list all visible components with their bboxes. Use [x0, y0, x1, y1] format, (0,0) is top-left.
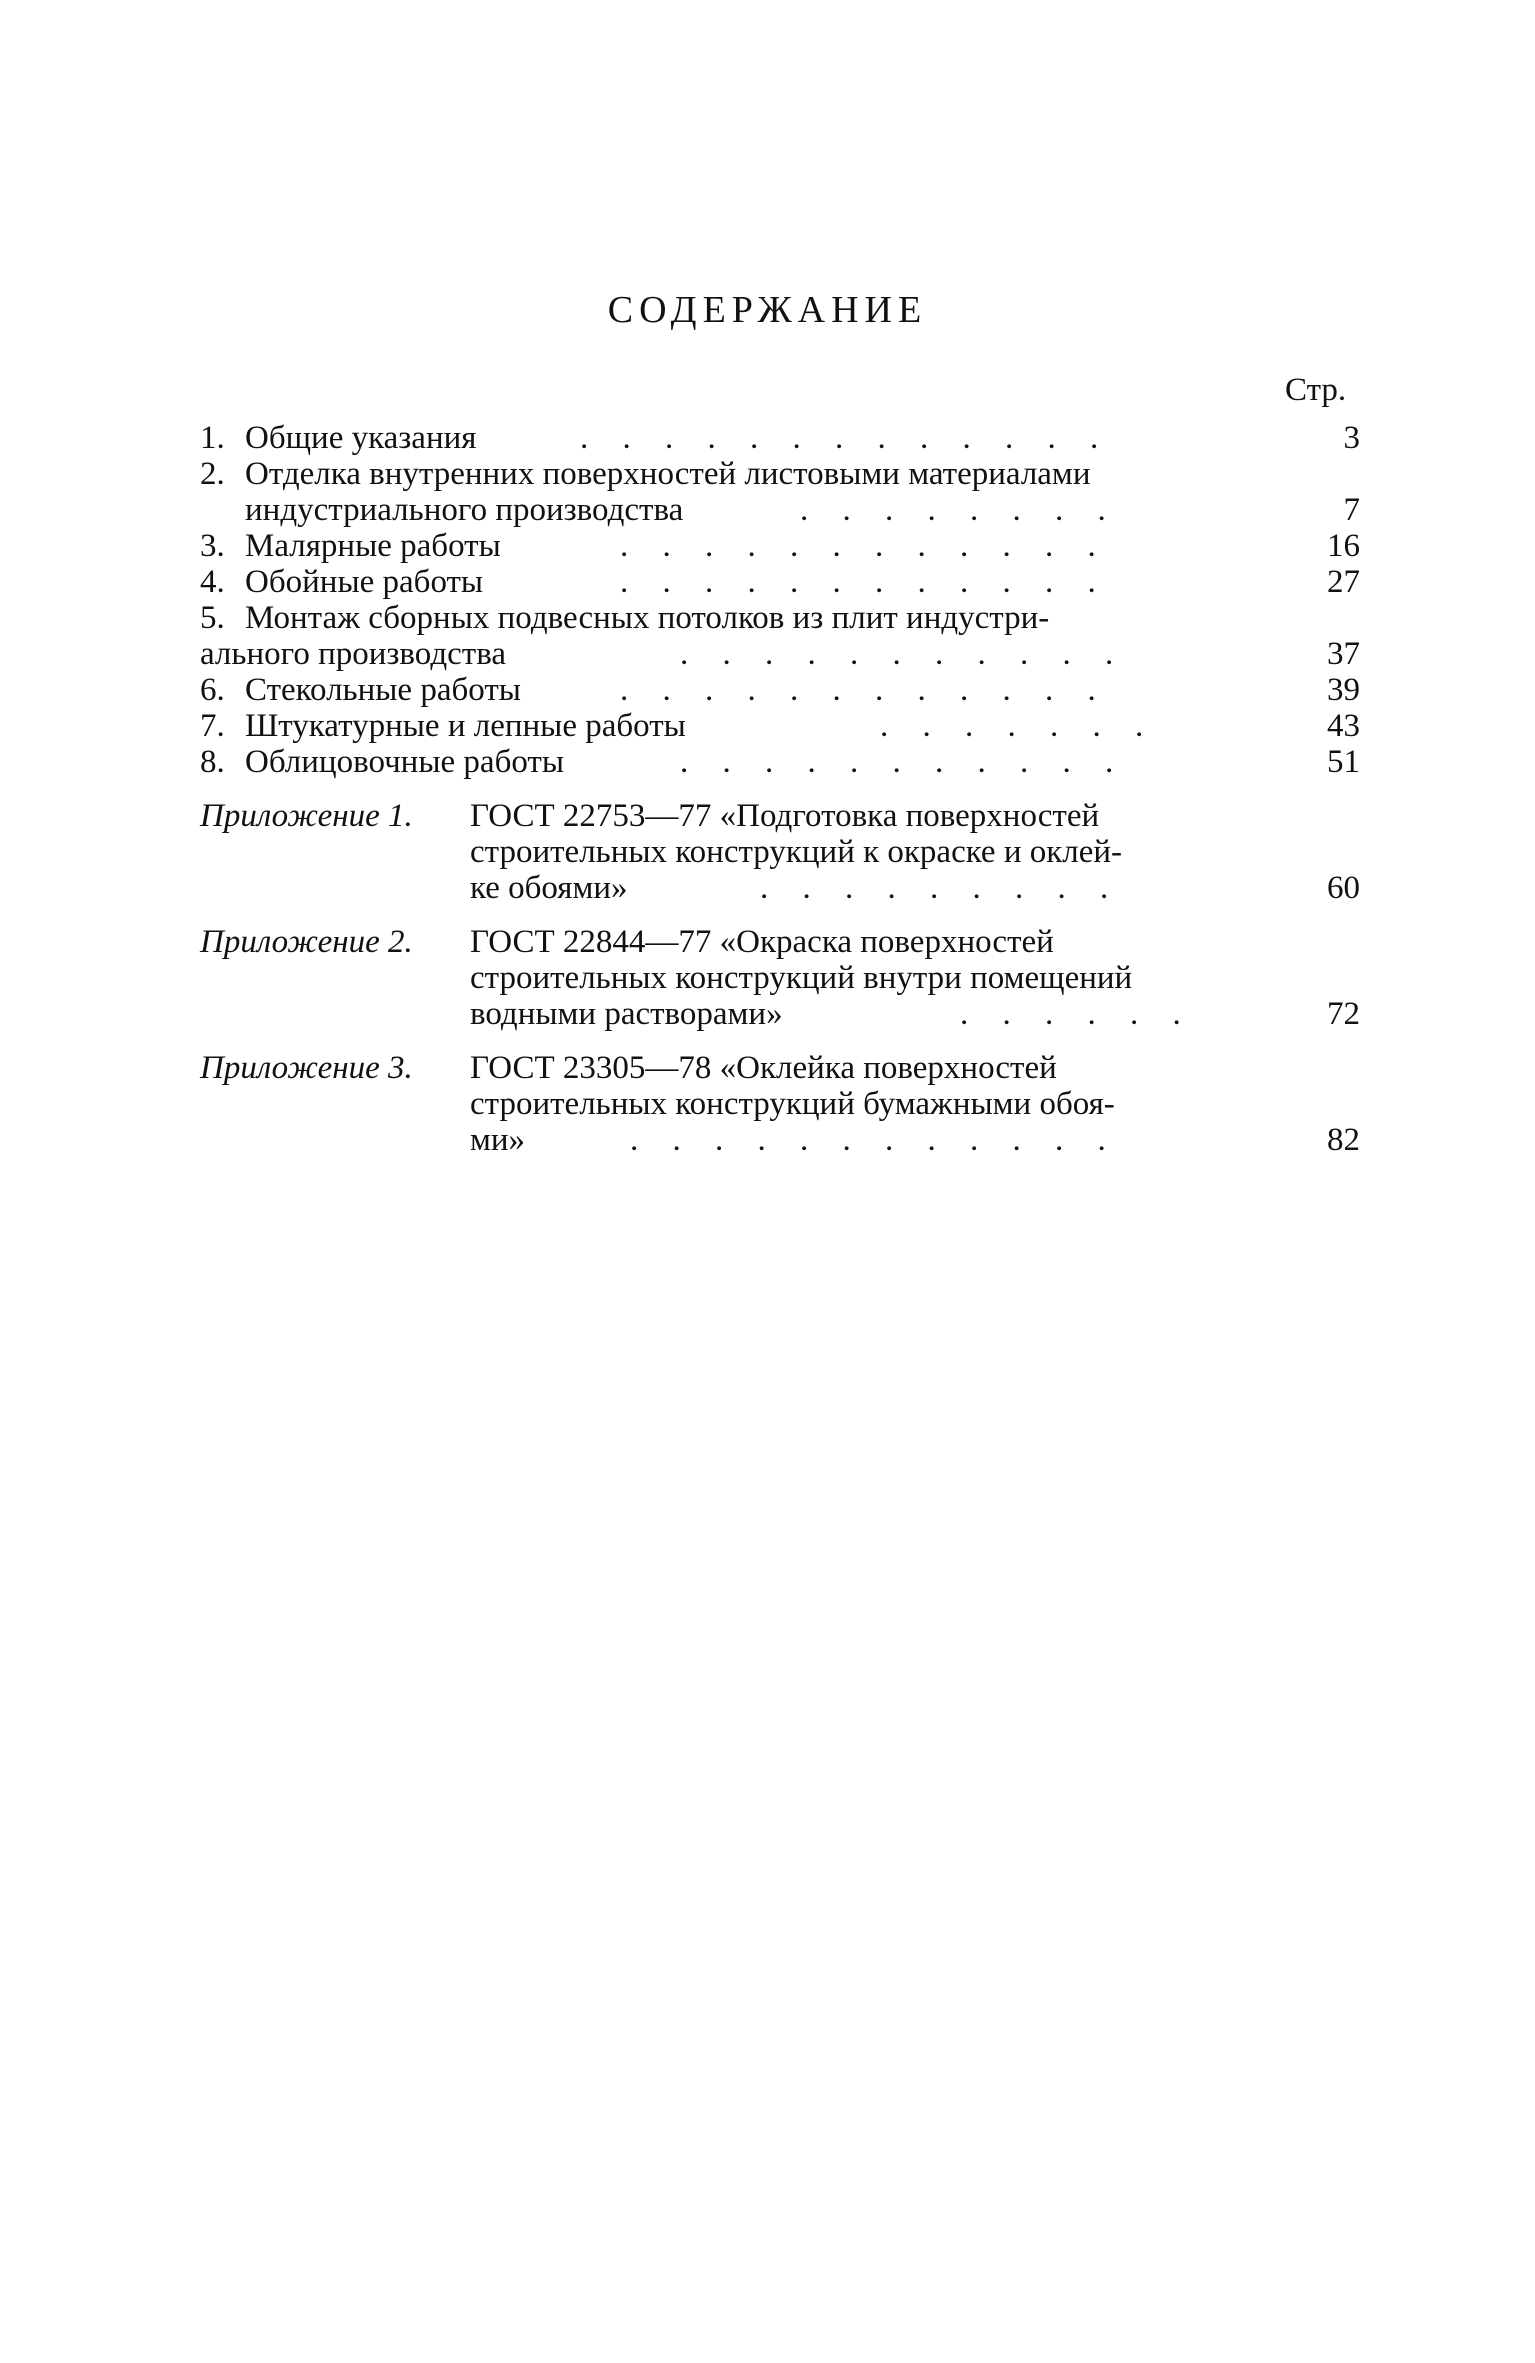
- toc-entry-8[interactable]: [200, 744, 1360, 780]
- appendix-3[interactable]: [200, 1050, 1360, 1086]
- toc-entry-5-cont[interactable]: [200, 636, 1360, 672]
- dot-leader: . . . . . . . . . . . . .: [580, 420, 1112, 456]
- entry-number: 2.: [200, 456, 225, 492]
- appendix-2[interactable]: [200, 924, 1360, 960]
- appendix-label: Приложение 1.: [200, 798, 413, 834]
- toc-entry-7[interactable]: [200, 708, 1360, 744]
- appendix-page: 60: [1327, 870, 1360, 906]
- entry-title: Штукатурные и лепные работы: [245, 708, 686, 744]
- appendix-1-cont: [200, 834, 1360, 870]
- entry-title-cont: ального производства: [200, 636, 506, 672]
- appendix-line: ГОСТ 23305—78 «Оклейка поверхностей: [470, 1050, 1057, 1086]
- dot-leader: . . . . . . .: [880, 708, 1157, 744]
- entry-title: Стекольные работы: [245, 672, 521, 708]
- appendix-line: ГОСТ 22753—77 «Подготовка поверхностей: [470, 798, 1100, 834]
- appendix-line: строительных конструкций к окраске и оклей-: [470, 834, 1123, 870]
- dot-leader: . . . . . . . .: [800, 492, 1119, 528]
- entry-number: 1.: [200, 420, 225, 456]
- entry-title: Отделка внутренних поверхностей листовыми материалами: [245, 456, 1091, 492]
- entry-number: 6.: [200, 672, 225, 708]
- appendix-3-cont: [200, 1086, 1360, 1122]
- dot-leader: . . . . . . . . . . . .: [620, 672, 1109, 708]
- appendix-line: ке обоями»: [470, 870, 628, 906]
- entry-number: 3.: [200, 528, 225, 564]
- appendix-3-cont: [200, 1122, 1360, 1158]
- dot-leader: . . . . . . . . .: [760, 870, 1122, 906]
- page-title: СОДЕРЖАНИЕ: [607, 289, 928, 331]
- table-of-contents: [200, 420, 1360, 1158]
- entry-number: 7.: [200, 708, 225, 744]
- toc-entry-2-cont[interactable]: [200, 492, 1360, 528]
- dot-leader: . . . . . . . . . . .: [680, 636, 1127, 672]
- entry-page: 37: [1327, 636, 1360, 672]
- entry-title: Малярные работы: [245, 528, 501, 564]
- dot-leader: . . . . . . . . . . . .: [620, 564, 1109, 600]
- entry-title: Общие указания: [245, 420, 477, 456]
- entry-title: Облицовочные работы: [245, 744, 565, 780]
- dot-leader: . . . . . .: [960, 996, 1194, 1032]
- entry-number: 5.: [200, 600, 225, 636]
- appendix-label: Приложение 3.: [200, 1050, 413, 1086]
- toc-entry-4[interactable]: [200, 564, 1360, 600]
- appendix-2-cont: [200, 960, 1360, 996]
- entry-page: 3: [1343, 420, 1360, 456]
- dot-leader: . . . . . . . . . . .: [680, 744, 1127, 780]
- page-column-label: Стр.: [1285, 372, 1347, 408]
- entry-page: 51: [1327, 744, 1360, 780]
- appendix-1-cont: [200, 870, 1360, 906]
- appendix-line: ГОСТ 22844—77 «Окраска поверхностей: [470, 924, 1054, 960]
- appendix-page: 82: [1327, 1122, 1360, 1158]
- dot-leader: . . . . . . . . . . . .: [630, 1122, 1119, 1158]
- appendix-page: 72: [1327, 996, 1360, 1032]
- toc-entry-3[interactable]: [200, 528, 1360, 564]
- entry-title: Обойные работы: [245, 564, 484, 600]
- appendix-label: Приложение 2.: [200, 924, 413, 960]
- entry-page: 39: [1327, 672, 1360, 708]
- appendix-line: строительных конструкций внутри помещений: [470, 960, 1133, 996]
- entry-page: 7: [1343, 492, 1360, 528]
- dot-leader: . . . . . . . . . . . .: [620, 528, 1109, 564]
- entry-page: 27: [1327, 564, 1360, 600]
- toc-entry-1[interactable]: [200, 420, 1360, 456]
- toc-entry-2[interactable]: [200, 456, 1360, 492]
- appendix-line: водными растворами»: [470, 996, 783, 1032]
- toc-entry-5[interactable]: [200, 600, 1360, 636]
- appendix-1[interactable]: [200, 798, 1360, 834]
- entry-number: 4.: [200, 564, 225, 600]
- appendix-2-cont: [200, 996, 1360, 1032]
- entry-title-cont: индустриального производства: [245, 492, 684, 528]
- entry-page: 16: [1327, 528, 1360, 564]
- entry-number: 8.: [200, 744, 225, 780]
- appendix-line: строительных конструкций бумажными обоя-: [470, 1086, 1115, 1122]
- entry-page: 43: [1327, 708, 1360, 744]
- toc-entry-6[interactable]: [200, 672, 1360, 708]
- entry-title: Монтаж сборных подвесных потолков из плит индустри-: [245, 600, 1050, 636]
- appendix-line: ми»: [470, 1122, 526, 1158]
